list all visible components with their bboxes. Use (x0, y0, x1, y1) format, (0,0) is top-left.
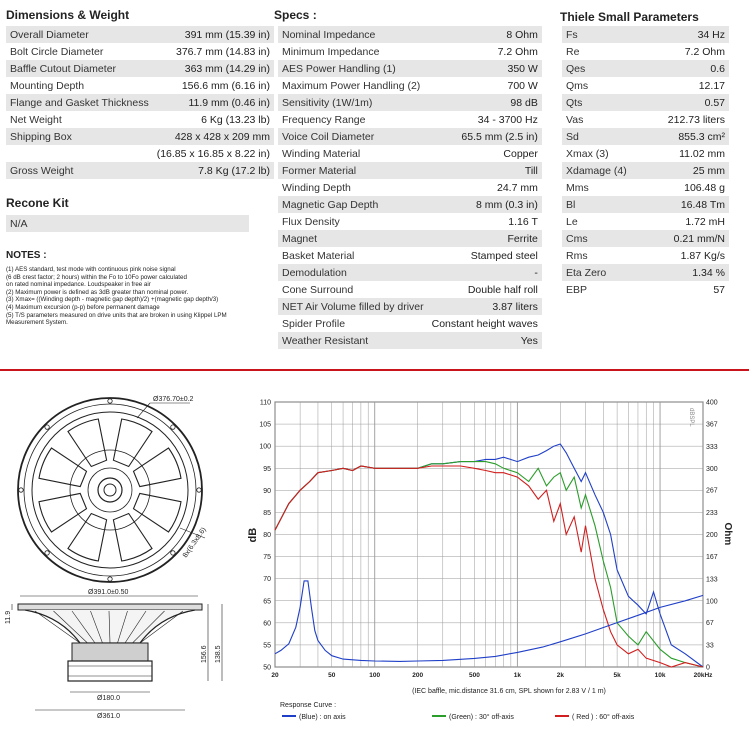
thiele-row (562, 77, 729, 94)
specs-label: Sensitivity (1W/1m) (278, 94, 428, 111)
dimensions-label: Overall Diameter (6, 26, 153, 43)
dimensions-row (6, 26, 274, 43)
dimensions-label: Baffle Cutout Diameter (6, 60, 153, 77)
y2-tick-label: 133 (706, 576, 718, 584)
specs-row (278, 332, 542, 349)
basket-window (39, 493, 87, 532)
y-tick-label: 100 (259, 443, 271, 451)
specs-value: Copper (428, 145, 542, 162)
thiele-label: Qms (562, 77, 632, 94)
basket-window (68, 419, 107, 467)
specs-value: Stamped steel (428, 247, 542, 264)
dimensions-value: 6 Kg (13.23 lb) (153, 111, 274, 128)
specs-label: NET Air Volume filled by driver (278, 298, 428, 315)
bolt-hole (45, 425, 49, 429)
bolt-hole (108, 577, 112, 581)
basket-window (113, 419, 152, 467)
dimensions-row (6, 128, 274, 145)
thiele-label: Re (562, 43, 632, 60)
x-tick-label: 20kHz (693, 672, 713, 679)
thiele-row (562, 162, 729, 179)
notes-title: NOTES : (6, 250, 47, 261)
y2-tick-label: 33 (706, 642, 714, 650)
dimensions-row (6, 162, 274, 179)
thiele-row (562, 60, 729, 77)
specs-row (278, 298, 542, 315)
y2-tick-label: 167 (706, 553, 718, 561)
y-tick-label: 110 (259, 399, 271, 407)
specs-label: Basket Material (278, 247, 428, 264)
thiele-label: Qts (562, 94, 632, 111)
specs-label: Former Material (278, 162, 428, 179)
dimensions-value: 156.6 mm (6.16 in) (153, 77, 274, 94)
specs-value: 34 - 3700 Hz (428, 111, 542, 128)
dimensions-value: 7.8 Kg (17.2 lb) (153, 162, 274, 179)
recone-value: N/A (6, 215, 249, 232)
thiele-title: Thiele Small Parameters (560, 10, 699, 24)
y2-tick-label: 233 (706, 510, 718, 518)
magnet-label: Ø180.0 (97, 695, 120, 702)
dimensions-row (6, 145, 274, 162)
specs-row (278, 145, 542, 162)
y2-tick-label: 400 (706, 399, 718, 407)
specs-value: 65.5 mm (2.5 in) (428, 128, 542, 145)
specs-value: Yes (428, 332, 542, 349)
y-tick-label: 95 (263, 465, 271, 473)
x-tick-label: 10k (654, 672, 666, 679)
dimensions-value: 11.9 mm (0.46 in) (153, 94, 274, 111)
thiele-value: 34 Hz (632, 26, 729, 43)
thiele-label: Qes (562, 60, 632, 77)
side-view (12, 589, 222, 710)
thiele-label: Xmax (3) (562, 145, 632, 162)
specs-value: Double half roll (428, 281, 542, 298)
depth-label-1: 156.6 (201, 645, 208, 663)
y-tick-label: 105 (259, 421, 271, 429)
thiele-value: 16.48 Tm (632, 196, 729, 213)
x-tick-label: 1k (513, 672, 522, 679)
note-item: (5) T/S parameters measured on drive units that are broken in using Klippel LPM Measurement System. (6, 311, 227, 327)
y2-tick-label: 367 (706, 421, 718, 429)
y2-tick-label: 0 (706, 664, 710, 672)
thiele-label: Rms (562, 247, 632, 264)
specs-value: 7.2 Ohm (428, 43, 542, 60)
specs-label: Cone Surround (278, 281, 428, 298)
specs-value: 700 W (428, 77, 542, 94)
y2-tick-label: 100 (706, 598, 718, 606)
specs-label: Minimum Impedance (278, 43, 428, 60)
basket-window (134, 493, 182, 532)
thiele-row (562, 145, 729, 162)
y-tick-label: 70 (263, 576, 271, 584)
specs-label: Flux Density (278, 213, 428, 230)
thiele-value: 11.02 mm (632, 145, 729, 162)
dimensions-row (6, 60, 274, 77)
thiele-value: 1.87 Kg/s (632, 247, 729, 264)
basket-window (134, 448, 182, 487)
note-item: (1) AES standard, test mode with continuous pink noise signal (6 dB crest factor; 2 hours) within the Fo to 10Fo power calculated on rated nominal impedance. Loudspeaker in free air (6, 266, 187, 289)
specs-label: Weather Resistant (278, 332, 428, 349)
specs-label: Nominal Impedance (278, 26, 428, 43)
specs-value: Till (428, 162, 542, 179)
specs-label: Voice Coil Diameter (278, 128, 428, 145)
dbspl-label: dBSPL (688, 408, 694, 427)
thiele-row (562, 111, 729, 128)
thiele-row (562, 247, 729, 264)
y-axis-label: dB (247, 527, 259, 543)
legend-entry: (Green) : 30° off-axis (449, 714, 514, 721)
specs-row (278, 247, 542, 264)
x-tick-label: 50 (328, 672, 336, 679)
y2-tick-label: 200 (706, 532, 718, 539)
specs-row (278, 179, 542, 196)
legend-entry: ( Red ) : 60° off-axis (572, 714, 635, 721)
specs-label: Spider Profile (278, 315, 428, 332)
specs-label: Magnetic Gap Depth (278, 196, 428, 213)
specs-row (278, 128, 542, 145)
dimensions-value: 391 mm (15.39 in) (153, 26, 274, 43)
note-item: (3) Xmax= ((Winding depth - magnetic gap depth)/2) +(magnetic gap depth/3) (6, 296, 219, 304)
thiele-label: Cms (562, 230, 632, 247)
x-tick-label: 2k (556, 672, 564, 679)
dimensions-label: Bolt Circle Diameter (6, 43, 153, 60)
y2-tick-label: 300 (706, 465, 718, 473)
dimensions-row (6, 77, 274, 94)
specs-label: Maximum Power Handling (2) (278, 77, 428, 94)
specs-value: 3.87 liters (428, 298, 542, 315)
y-tick-label: 60 (263, 620, 271, 628)
specs-label: Magnet (278, 230, 428, 247)
flange-label: 11.9 (5, 610, 12, 624)
thiele-row (562, 281, 729, 298)
thiele-value: 0.57 (632, 94, 729, 111)
thiele-label: Xdamage (4) (562, 162, 632, 179)
x-tick-label: 20 (271, 672, 279, 679)
y2-tick-label: 267 (706, 487, 718, 495)
specs-label: Frequency Range (278, 111, 428, 128)
specs-row (278, 60, 542, 77)
specs-value: 1.16 T (428, 213, 542, 230)
thiele-value: 106.48 g (632, 179, 729, 196)
specs-row (278, 162, 542, 179)
y-tick-label: 90 (263, 487, 271, 495)
specs-label: Winding Depth (278, 179, 428, 196)
specs-row (278, 77, 542, 94)
thiele-value: 0.21 mm/N (632, 230, 729, 247)
y-tick-label: 75 (263, 554, 271, 562)
dimensions-title: Dimensions & Weight (6, 8, 130, 22)
thiele-value: 1.34 % (632, 264, 729, 281)
dimensions-table (6, 26, 274, 179)
y-tick-label: 55 (263, 642, 271, 650)
specs-table (278, 26, 542, 349)
specs-title: Specs : (274, 8, 317, 22)
x-tick-label: 500 (469, 672, 480, 679)
specs-label: AES Power Handling (1) (278, 60, 428, 77)
bolt-hole (171, 551, 175, 555)
bolt-hole (45, 551, 49, 555)
specs-row (278, 26, 542, 43)
specs-row (278, 196, 542, 213)
thiele-label: Vas (562, 111, 632, 128)
frequency-response-chart (240, 392, 749, 738)
note-item: (4) Maximum excursion (p-p) before permanent damage (6, 303, 160, 311)
dimensions-value: 376.7 mm (14.83 in) (153, 43, 274, 60)
specs-row (278, 94, 542, 111)
basket-window (113, 514, 152, 562)
thiele-row (562, 196, 729, 213)
x-tick-label: 100 (369, 672, 381, 679)
y2-axis-label: Ohm (722, 522, 733, 546)
thiele-row (562, 213, 729, 230)
depth-label-2: 138.5 (215, 645, 222, 663)
basket-window (39, 448, 87, 487)
specs-value: 24.7 mm (428, 179, 542, 196)
legend-entry: (Blue) : on axis (299, 714, 346, 721)
thiele-row (562, 43, 729, 60)
recone-title: Recone Kit (6, 196, 69, 210)
specs-value: Ferrite (428, 230, 542, 247)
dimensions-label: Flange and Gasket Thickness (6, 94, 153, 111)
thiele-value: 25 mm (632, 162, 729, 179)
thiele-label: Le (562, 213, 632, 230)
notes-list (6, 266, 266, 327)
note-item: (2) Maximum power is defined as 3dB greater than nominal power. (6, 288, 189, 296)
thiele-value: 57 (632, 281, 729, 298)
recone-table (6, 215, 249, 232)
basket-window (68, 514, 107, 562)
specs-row (278, 230, 542, 247)
specs-row (278, 281, 542, 298)
thiele-value: 212.73 liters (632, 111, 729, 128)
dimensions-value: 363 mm (14.29 in) (153, 60, 274, 77)
thiele-value: 0.6 (632, 60, 729, 77)
thiele-value: 855.3 cm² (632, 128, 729, 145)
y-tick-label: 80 (263, 532, 271, 539)
specs-value: 8 mm (0.3 in) (428, 196, 542, 213)
section-divider (0, 369, 749, 371)
thiele-row (562, 264, 729, 281)
dimensions-label: Gross Weight (6, 162, 153, 179)
thiele-value: 1.72 mH (632, 213, 729, 230)
dimensions-value: (16.85 x 16.85 x 8.22 in) (153, 145, 274, 162)
dimensions-label: Shipping Box (6, 128, 153, 145)
thiele-row (562, 94, 729, 111)
specs-value: Constant height waves (428, 315, 542, 332)
specs-row (278, 111, 542, 128)
dimensions-row (6, 94, 274, 111)
dimensions-row (6, 111, 274, 128)
y-tick-label: 65 (263, 598, 271, 606)
cutout-label: Ø361.0 (97, 713, 120, 720)
thiele-value: 7.2 Ohm (632, 43, 729, 60)
bolt-hole (108, 399, 112, 403)
thiele-label: Bl (562, 196, 632, 213)
holes-label: 8x(6.3x8.6) (181, 526, 208, 560)
specs-label: Winding Material (278, 145, 428, 162)
thiele-row (562, 128, 729, 145)
dimensions-label: Net Weight (6, 111, 153, 128)
thiele-label: Fs (562, 26, 632, 43)
specs-label: Demodulation (278, 264, 428, 281)
front-view (18, 398, 205, 582)
specs-row (278, 213, 542, 230)
thiele-row (562, 26, 729, 43)
specs-row (278, 43, 542, 60)
thiele-label: EBP (562, 281, 632, 298)
thiele-label: Mms (562, 179, 632, 196)
thiele-row (562, 230, 729, 247)
thiele-label: Sd (562, 128, 632, 145)
bolt-hole (19, 488, 23, 492)
thiele-table (562, 26, 729, 298)
specs-value: 98 dB (428, 94, 542, 111)
chart-caption: (IEC baffle, mic.distance 31.6 cm, SPL shown for 2.83 V / 1 m) (412, 688, 606, 695)
legend-title: Response Curve : (280, 702, 337, 709)
dimensions-value: 428 x 428 x 209 mm (153, 128, 274, 145)
x-tick-label: 5k (613, 672, 621, 679)
specs-row (278, 264, 542, 281)
y2-tick-label: 333 (706, 443, 718, 451)
dimensions-row (6, 43, 274, 60)
specs-row (278, 315, 542, 332)
y-tick-label: 50 (263, 664, 271, 672)
bolt-hole (171, 425, 175, 429)
y-tick-label: 85 (263, 509, 271, 517)
specs-value: - (428, 264, 542, 281)
dimensions-label (6, 145, 153, 162)
bolt-hole (197, 488, 201, 492)
y2-tick-label: 67 (706, 620, 714, 628)
dimensions-label: Mounting Depth (6, 77, 153, 94)
bolt-circle-label: Ø376.70±0.2 (153, 396, 194, 403)
speaker-drawing (0, 378, 250, 738)
specs-value: 350 W (428, 60, 542, 77)
x-tick-label: 200 (412, 672, 424, 679)
thiele-label: Eta Zero (562, 264, 632, 281)
thiele-row (562, 179, 729, 196)
overall-diameter-label: Ø391.0±0.50 (88, 589, 129, 596)
thiele-value: 12.17 (632, 77, 729, 94)
specs-value: 8 Ohm (428, 26, 542, 43)
